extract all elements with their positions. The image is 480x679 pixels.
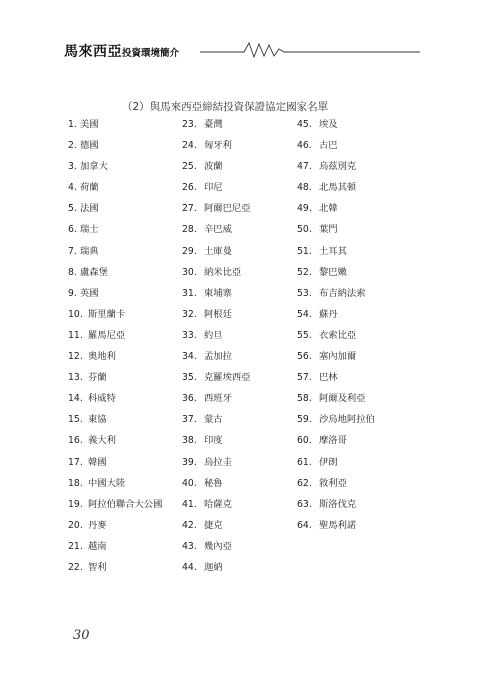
list-item-country: 加拿大 — [80, 161, 108, 173]
list-item-country: 克羅埃西亞 — [204, 372, 251, 384]
list-item-country: 臺灣 — [204, 119, 223, 130]
list-item-number: 35. — [182, 372, 197, 384]
list-item — [182, 520, 251, 541]
list-item-number: 2. — [68, 140, 77, 152]
list-item-country: 塞內加爾 — [319, 351, 357, 363]
list-item-country: 古巴 — [319, 140, 338, 152]
list-item-number: 30. — [182, 266, 197, 278]
list-item-country: 智利 — [88, 561, 107, 573]
list-item-number: 46. — [297, 140, 312, 152]
list-item-number: 4. — [68, 182, 77, 194]
list-item-number: 27. — [182, 203, 197, 215]
list-item — [68, 224, 162, 245]
list-item-number: 45. — [297, 119, 312, 130]
list-item — [297, 414, 375, 435]
list-item-country: 英國 — [80, 287, 99, 299]
list-item-country: 越南 — [88, 540, 107, 552]
list-item-number: 8. — [68, 266, 77, 278]
list-item-country: 羅馬尼亞 — [88, 329, 126, 341]
list-item-country: 阿爾巴尼亞 — [204, 203, 251, 215]
list-item-number: 13. — [68, 372, 83, 384]
list-item-country: 法國 — [80, 203, 99, 215]
list-item-number: 33. — [182, 329, 197, 341]
list-item-country: 北馬其頓 — [319, 182, 357, 194]
list-item — [182, 309, 251, 330]
list-item — [68, 457, 162, 478]
list-item — [182, 246, 251, 267]
list-item — [297, 478, 375, 499]
list-item-number: 54. — [297, 308, 312, 320]
list-item-country: 柬埔寨 — [204, 287, 232, 299]
list-item — [182, 182, 251, 203]
list-item-country: 阿拉伯聯合大公國 — [88, 498, 163, 510]
list-item-number: 56. — [297, 351, 312, 363]
list-item-number: 25. — [182, 161, 197, 173]
header-title-main: 馬來西亞 — [64, 44, 122, 60]
list-item — [68, 435, 162, 456]
list-item-country: 黎巴嫩 — [319, 266, 347, 278]
list-item — [68, 414, 162, 435]
list-item-number: 36. — [182, 393, 197, 405]
list-item-number: 60. — [297, 435, 312, 447]
list-item — [68, 246, 162, 267]
list-item-country: 科威特 — [88, 393, 116, 405]
list-item-country: 阿根廷 — [204, 308, 232, 320]
list-item-country: 印度 — [204, 435, 223, 447]
list-item-number: 34. — [182, 351, 197, 363]
list-item-number: 6. — [68, 224, 77, 236]
list-item-number: 3. — [68, 161, 77, 173]
list-item-number: 18. — [68, 477, 83, 489]
list-item — [68, 562, 162, 583]
list-item — [297, 140, 375, 161]
list-item — [297, 246, 375, 267]
header-title-sub: 投資環境簡介 — [122, 48, 180, 59]
list-item — [297, 372, 375, 393]
heartbeat-wave-line — [200, 43, 420, 57]
list-item-country: 荷蘭 — [80, 182, 99, 194]
list-item-number: 49. — [297, 203, 312, 215]
list-item — [68, 288, 162, 309]
list-item — [297, 393, 375, 414]
list-item-number: 44. — [182, 561, 197, 573]
list-item — [68, 330, 162, 351]
list-item-number: 64. — [297, 519, 312, 531]
list-item-number: 58. — [297, 393, 312, 405]
list-item-number: 62. — [297, 477, 312, 489]
list-item — [297, 499, 375, 520]
list-item-country: 盧森堡 — [80, 266, 108, 278]
list-item — [182, 499, 251, 520]
list-item-country: 葉門 — [319, 224, 338, 236]
list-item — [182, 288, 251, 309]
list-item-country: 納米比亞 — [204, 266, 242, 278]
list-item — [68, 372, 162, 393]
list-item-country: 斯洛伐克 — [319, 498, 357, 510]
list-item — [68, 499, 162, 520]
list-item — [182, 435, 251, 456]
list-item — [68, 203, 162, 224]
list-item — [182, 351, 251, 372]
list-item-number: 50. — [297, 224, 312, 236]
list-item-number: 53. — [297, 287, 312, 299]
list-item — [182, 541, 251, 562]
list-item-number: 32. — [182, 308, 197, 320]
list-item — [297, 457, 375, 478]
list-item-country: 幾內亞 — [204, 540, 232, 552]
country-list-column-3 — [297, 119, 375, 541]
list-item — [297, 288, 375, 309]
list-item-country: 約旦 — [204, 329, 223, 341]
country-list-column-2 — [182, 119, 251, 583]
list-item-country: 東協 — [88, 414, 107, 426]
list-item — [182, 161, 251, 182]
list-item — [182, 267, 251, 288]
list-item-country: 摩洛哥 — [319, 435, 347, 447]
list-item-country: 捷克 — [204, 519, 223, 531]
list-item — [68, 267, 162, 288]
list-item-number: 52. — [297, 266, 312, 278]
list-item — [182, 140, 251, 161]
list-item-number: 39. — [182, 456, 197, 468]
list-item — [297, 161, 375, 182]
list-item-number: 10. — [68, 308, 83, 320]
list-item-number: 12. — [68, 351, 83, 363]
list-item-number: 17. — [68, 456, 83, 468]
list-item-country: 迦納 — [204, 561, 223, 573]
list-item-country: 阿爾及利亞 — [319, 393, 366, 405]
list-item-country: 孟加拉 — [204, 351, 232, 363]
list-item-country: 哈薩克 — [204, 498, 232, 510]
list-item — [182, 119, 251, 140]
list-item-country: 德國 — [80, 140, 99, 152]
list-item-number: 40. — [182, 477, 197, 489]
section-title: （2）與馬來西亞締結投資保證協定國家名單 — [122, 101, 329, 113]
running-header-title — [64, 41, 179, 61]
list-item — [297, 267, 375, 288]
list-item — [182, 330, 251, 351]
list-item-country: 芬蘭 — [88, 372, 107, 384]
list-item — [68, 478, 162, 499]
list-item-number: 5. — [68, 203, 77, 215]
list-item — [68, 119, 162, 140]
list-item-number: 24. — [182, 140, 197, 152]
list-item — [182, 562, 251, 583]
list-item-country: 土庫曼 — [204, 245, 232, 257]
list-item — [68, 182, 162, 203]
list-item — [182, 478, 251, 499]
list-item — [297, 309, 375, 330]
list-item — [297, 435, 375, 456]
list-item-country: 聖馬利諾 — [319, 519, 357, 531]
list-item-number: 11. — [68, 329, 83, 341]
list-item — [182, 203, 251, 224]
country-list-column-1 — [68, 119, 162, 583]
list-item-number: 14. — [68, 393, 83, 405]
list-item-country: 印尼 — [204, 182, 223, 194]
list-item-number: 7. — [68, 245, 77, 257]
list-item-number: 16. — [68, 435, 83, 447]
list-item — [297, 351, 375, 372]
list-item-number: 55. — [297, 329, 312, 341]
list-item-number: 38. — [182, 435, 197, 447]
list-item-country: 義大利 — [88, 435, 116, 447]
list-item-country: 土耳其 — [319, 245, 347, 257]
list-item-country: 巴林 — [319, 372, 338, 384]
list-item-country: 波蘭 — [204, 161, 223, 173]
list-item-number: 29. — [182, 245, 197, 257]
list-item-country: 瑞典 — [80, 245, 99, 257]
list-item — [68, 393, 162, 414]
list-item-country: 布吉納法索 — [319, 287, 366, 299]
list-item-number: 63. — [297, 498, 312, 510]
list-item-number: 21. — [68, 540, 83, 552]
list-item-number: 1. — [68, 119, 77, 130]
list-item — [68, 520, 162, 541]
list-item — [182, 414, 251, 435]
list-item-country: 烏茲別克 — [319, 161, 357, 173]
list-item-number: 61. — [297, 456, 312, 468]
list-item-country: 伊朗 — [319, 456, 338, 468]
list-item — [68, 161, 162, 182]
list-item-number: 26. — [182, 182, 197, 194]
list-item-country: 韓國 — [88, 456, 107, 468]
list-item-number: 51. — [297, 245, 312, 257]
list-item-country: 奧地利 — [88, 351, 116, 363]
list-item-country: 丹麥 — [88, 519, 107, 531]
list-item-number: 37. — [182, 414, 197, 426]
list-item-number: 59. — [297, 414, 312, 426]
list-item-country: 北韓 — [319, 203, 338, 215]
page-number: 30 — [73, 628, 90, 643]
list-item-country: 瑞士 — [80, 224, 99, 236]
list-item-number: 41. — [182, 498, 197, 510]
list-item — [297, 182, 375, 203]
list-item-country: 敘利亞 — [319, 477, 347, 489]
list-item-number: 23. — [182, 119, 197, 130]
list-item-number: 20. — [68, 519, 83, 531]
list-item-country: 辛巴威 — [204, 224, 232, 236]
list-item — [68, 140, 162, 161]
list-item-country: 西班牙 — [204, 393, 232, 405]
list-item-number: 15. — [68, 414, 83, 426]
list-item — [297, 224, 375, 245]
list-item — [297, 520, 375, 541]
list-item-number: 9. — [68, 287, 77, 299]
list-item — [182, 224, 251, 245]
list-item-country: 蘇丹 — [319, 308, 338, 320]
list-item-number: 42. — [182, 519, 197, 531]
list-item-country: 匈牙利 — [204, 140, 232, 152]
list-item-number: 48. — [297, 182, 312, 194]
list-item — [297, 119, 375, 140]
list-item-country: 蒙古 — [204, 414, 223, 426]
list-item — [68, 351, 162, 372]
list-item-country: 衣索比亞 — [319, 329, 357, 341]
list-item-country: 烏拉圭 — [204, 456, 232, 468]
list-item — [182, 372, 251, 393]
list-item-number: 22. — [68, 561, 83, 573]
list-item-country: 秘魯 — [204, 477, 223, 489]
list-item-number: 28. — [182, 224, 197, 236]
list-item-number: 31. — [182, 287, 197, 299]
list-item-country: 沙烏地阿拉伯 — [319, 414, 375, 426]
list-item — [68, 309, 162, 330]
list-item-country: 斯里蘭卡 — [88, 308, 126, 320]
list-item — [68, 541, 162, 562]
list-item — [182, 457, 251, 478]
list-item — [297, 203, 375, 224]
list-item — [182, 393, 251, 414]
list-item-number: 43. — [182, 540, 197, 552]
heartbeat-wave-decoration — [200, 40, 420, 60]
list-item — [297, 330, 375, 351]
list-item-number: 47. — [297, 161, 312, 173]
list-item-country: 美國 — [80, 119, 99, 130]
list-item-country: 埃及 — [319, 119, 338, 130]
list-item-number: 19. — [68, 498, 83, 510]
list-item-number: 57. — [297, 372, 312, 384]
list-item-country: 中國大陸 — [88, 477, 126, 489]
